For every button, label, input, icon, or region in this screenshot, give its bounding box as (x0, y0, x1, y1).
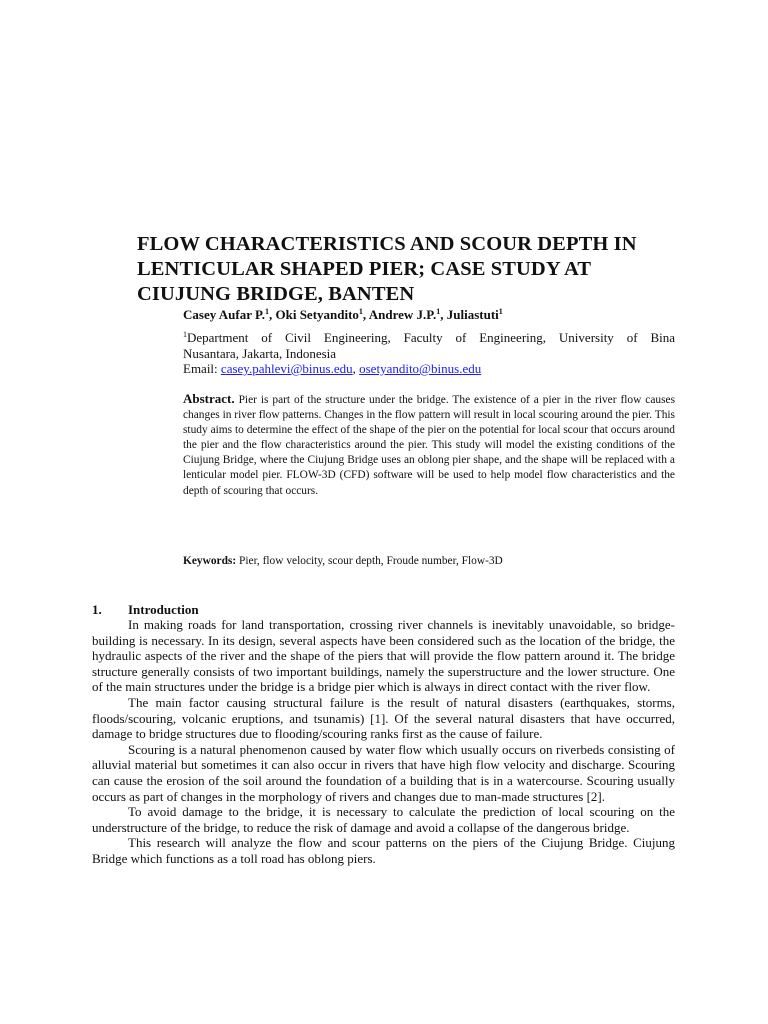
author-affiliation-mark: 1 (436, 307, 441, 316)
email-line (183, 361, 675, 377)
paper-title (137, 232, 697, 307)
section-number: 1. (92, 602, 102, 617)
author-separator: , (268, 307, 276, 322)
affiliation-text: Department of Civil Engineering, Faculty of Engineering, University of Bina (187, 330, 675, 345)
title-line: CIUJUNG BRIDGE, BANTEN (137, 283, 415, 305)
author-affiliation-mark: 1 (358, 307, 363, 316)
email-separator: , (352, 361, 360, 376)
section-title: Introduction (128, 602, 199, 617)
abstract (183, 391, 675, 499)
email-link-setyandito[interactable]: osetyandito@binus.edu (359, 361, 482, 376)
author-name: Casey Aufar P. (183, 307, 265, 322)
paragraph: The main factor causing structural failure is the result of natural disasters (earthquakes, storms, floods/scouring, volcanic eruptions, and tsunamis) [1]. Of the several natural disasters that have occurred, damage to bridge structures due to flooding/scouring ranks first as the cause of failure. (92, 694, 675, 742)
email-label: Email: (183, 361, 221, 376)
author-separator: , (440, 307, 447, 322)
paragraph: In making roads for land transportation, crossing river channels is inevitably unavoidable, so bridge-building is necessary. In its design, several aspects have been considered such as the location of the bridge, the hydraulic aspects of the river and the shape of the piers that will provide the flow pattern around it. The bridge structure generally consists of two important buildings, namely the superstructure and the lower structure. One of the main structures under the bridge is a bridge pier which is always in direct contact with the river flow. (92, 617, 675, 695)
title-line: FLOW CHARACTERISTICS AND SCOUR DEPTH IN (137, 233, 637, 255)
author-separator: , (362, 307, 369, 322)
abstract-label: Abstract. (183, 391, 235, 406)
author-name: Oki Setyandito (275, 307, 359, 322)
author-affiliation-mark: 1 (498, 307, 503, 316)
keywords (183, 554, 503, 568)
title-line: LENTICULAR SHAPED PIER; CASE STUDY AT (137, 258, 592, 280)
paragraph: This research will analyze the flow and scour patterns on the piers of the Ciujung Bridge. Ciujung Bridge which functions as a toll road has oblong piers. (92, 835, 675, 866)
email-link-casey[interactable]: casey.pahlevi@binus.edu (220, 361, 353, 376)
keywords-text: Pier, flow velocity, scour depth, Froude number, Flow-3D (239, 555, 503, 567)
affiliation-location: Nusantara, Jakarta, Indonesia (183, 345, 337, 361)
author-name: Andrew J.P. (368, 307, 437, 322)
introduction-body (92, 617, 675, 867)
author-name: Juliastuti (446, 307, 499, 322)
abstract-text: Pier is part of the structure under the bridge. The existence of a pier in the river flow causes changes in river flow patterns. Changes in the flow pattern will result in local scouring around the pier. This study aims to determine the effect of the shape of the pier on the potential for local scour that occurs around the pier and the flow characteristics around the pier. This study will model the existing conditions of the Ciujung Bridge, where the Ciujung Bridge uses an oblong pier shape, and the shape will be replaced with a lenticular model pier. FLOW-3D (CFD) software will be used to help model flow characteristics and the depth of scouring that occurs. (183, 394, 675, 497)
author-list (183, 307, 503, 323)
affiliation-mark: 1 (183, 330, 187, 339)
affiliation-line (183, 330, 675, 346)
keywords-label: Keywords: (183, 555, 237, 567)
affiliation-block (183, 330, 675, 377)
paragraph: Scouring is a natural phenomenon caused by water flow which usually occurs on riverbeds consisting of alluvial material but sometimes it can also occur in rivers that have high flow velocity and discharge. Scouring can cause the erosion of the soil around the foundation of a building that is in a watercourse. Scouring usually occurs as part of changes in the morphology of rivers and changes due to man-made structures [2]. (92, 741, 675, 804)
paragraph: To avoid damage to the bridge, it is necessary to calculate the prediction of local scouring on the understructure of the bridge, to reduce the risk of damage and avoid a collapse of the dangerous bridge. (92, 804, 675, 835)
author-affiliation-mark: 1 (264, 307, 269, 316)
section-heading (92, 602, 199, 618)
